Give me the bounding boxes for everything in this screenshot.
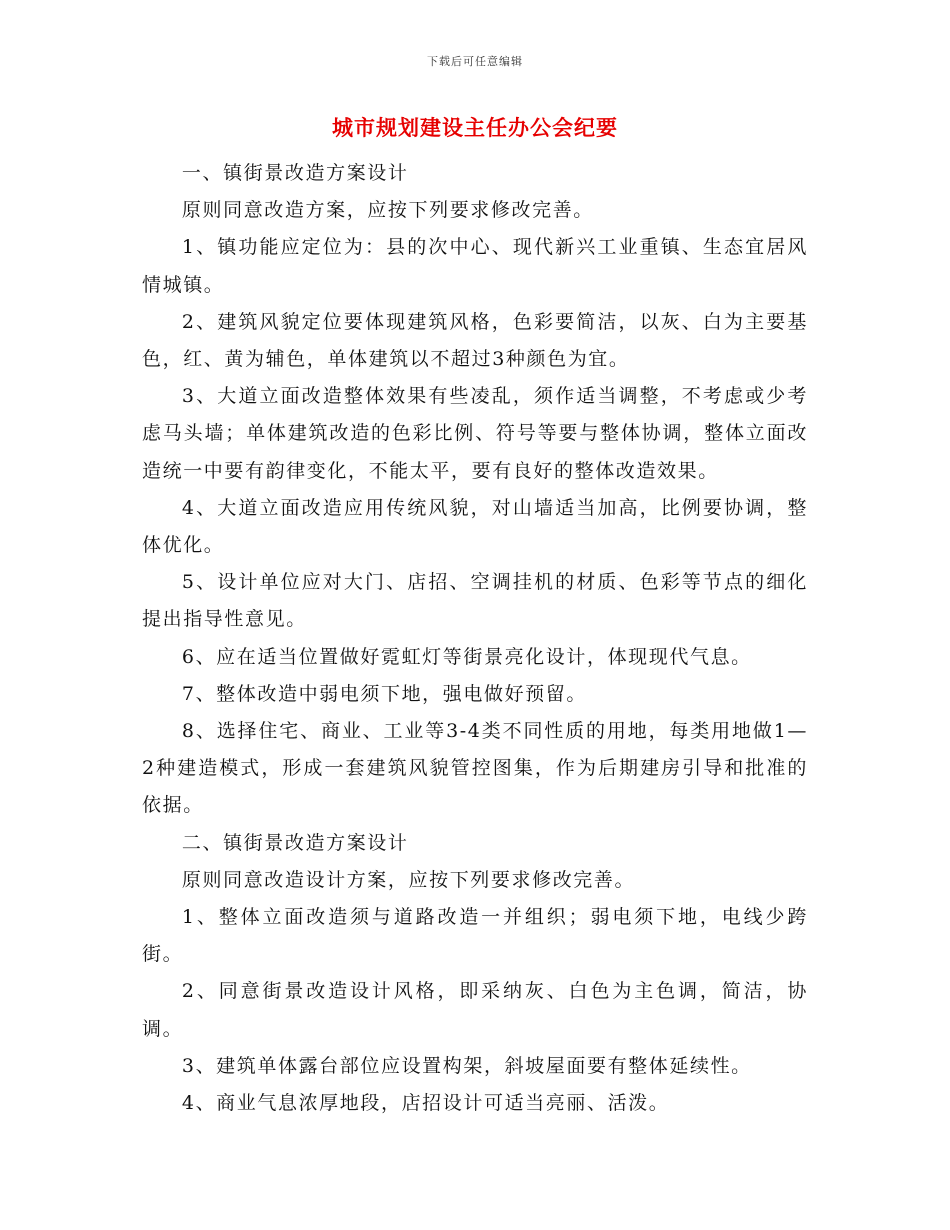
list-item: 1、整体立面改造须与道路改造一并组织；弱电须下地，电线少跨街。 [142, 906, 808, 966]
document-title: 城市规划建设主任办公会纪要 [332, 116, 618, 140]
list-item: 4、大道立面改造应用传统风貌，对山墙适当加高，比例要协调，整体优化。 [142, 496, 808, 557]
list-item: 4、商业气息浓厚地段，店招设计可适当亮丽、活泼。 [181, 1092, 670, 1115]
section-heading-2: 二、镇街景改造方案设计 [181, 831, 409, 854]
section-intro-1: 原则同意改造方案，应按下列要求修改完善。 [181, 199, 594, 222]
document-body [142, 155, 808, 1122]
list-item: 3、建筑单体露台部位应设置构架，斜坡屋面要有整体延续性。 [181, 1054, 752, 1077]
list-item: 8、选择住宅、商业、工业等3-4类不同性质的用地，每类用地做1—2种建造模式，形成一套建筑风貌管控图集，作为后期建房引导和批准的依据。 [142, 720, 808, 817]
list-item: 6、应在适当位置做好霓虹灯等街景亮化设计，体现现代气息。 [181, 645, 752, 668]
section-heading-1: 一、镇街景改造方案设计 [181, 162, 409, 184]
header-note: 下载后可任意编辑 [427, 55, 523, 68]
list-item: 1、镇功能应定位为：县的次中心、现代新兴工业重镇、生态宜居风情城镇。 [142, 236, 808, 296]
list-item: 3、大道立面改造整体效果有些凌乱，须作适当调整，不考虑或少考虑马头墙；单体建筑改造的色彩比例、符号等要与整体协调，整体立面改造统一中要有韵律变化，不能太平，要有良好的整体改造效果。 [142, 385, 808, 482]
list-item: 2、建筑风貌定位要体现建筑风格，色彩要简洁，以灰、白为主要基色，红、黄为辅色，单体建筑以不超过3种颜色为宜。 [142, 310, 808, 371]
list-item: 7、整体改造中弱电须下地，强电做好预留。 [181, 682, 587, 705]
list-item: 5、设计单位应对大门、店招、空调挂机的材质、色彩等节点的细化提出指导性意见。 [142, 571, 808, 631]
section-intro-2: 原则同意改造设计方案，应按下列要求修改完善。 [181, 868, 636, 891]
list-item: 2、同意街景改造设计风格，即采纳灰、白色为主色调，简洁，协调。 [142, 980, 808, 1040]
